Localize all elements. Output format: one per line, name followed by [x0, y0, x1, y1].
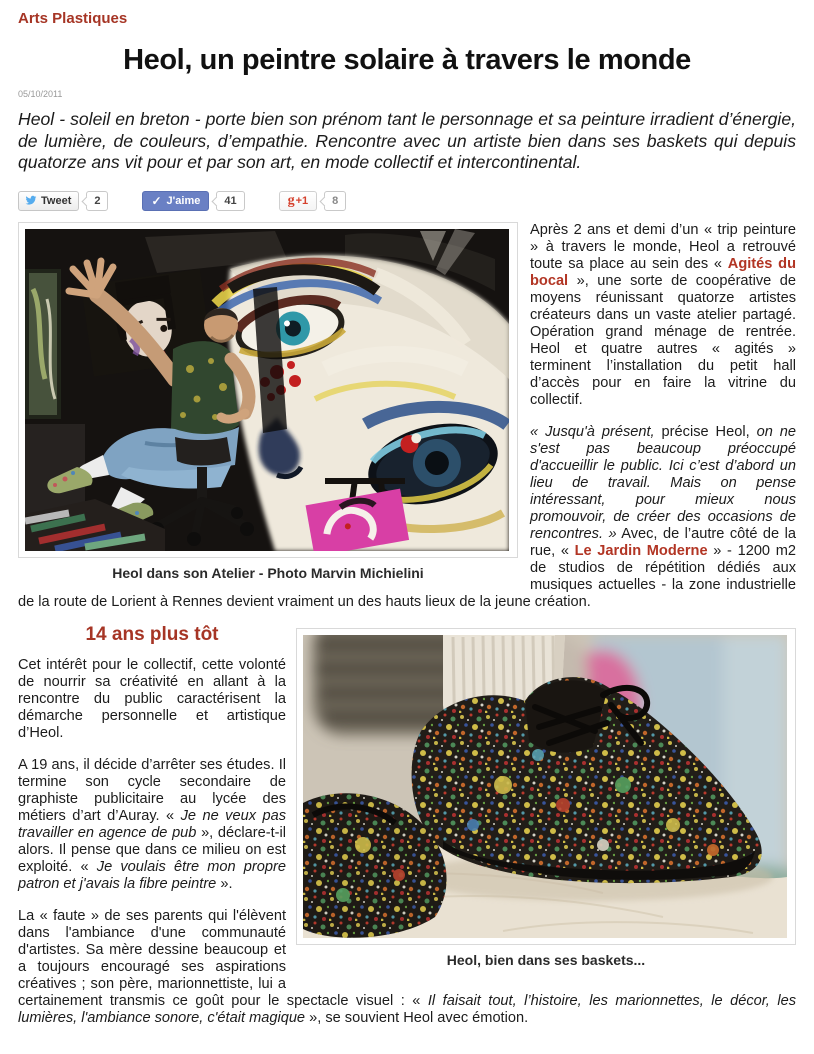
baskets-photo [296, 628, 796, 945]
gplus-button[interactable] [279, 191, 318, 211]
twitter-bird-icon [24, 194, 37, 207]
paragraph-text: précise Heol, [654, 423, 757, 440]
subheading-14-ans: 14 ans plus tôt [85, 623, 219, 645]
paragraph-text: » - 1200 m2 de studios de répétition dédiés aux musiques actuelles - la zone industrielle de la route de Lorient à Rennes devient vraiment un des hauts lieux de la jeune création. [18, 542, 796, 610]
link-agites-du-bocal[interactable]: Agités du bocal [530, 255, 796, 289]
quote-text: « Jusqu'à présent, [530, 423, 655, 440]
paragraph-text: », une sorte de coopérative de moyens réunissant quatorze artistes créateurs dans un vaste atelier partagé. Opération grand ménage de rentrée. Heol et quatre autres « agités » terminent l’installation du petit hall d’accès pour en faire la vitrine du collectif. [530, 272, 796, 408]
paragraph-text: ». [216, 875, 233, 892]
gplus-count: 8 [324, 191, 346, 211]
gplus-g-icon: g [287, 192, 295, 208]
atelier-figure [18, 222, 518, 582]
article-body [18, 222, 796, 1042]
tweet-count: 2 [86, 191, 108, 211]
like-count: 41 [216, 191, 244, 211]
baskets-caption: Heol, bien dans ses baskets... [446, 951, 646, 968]
page-title: Heol, un peintre solaire à travers le monde [123, 44, 691, 76]
paragraph-text: A 19 ans, il décide d’arrêter ses études. Il termine son cycle secondaire de graphiste publicitaire au lycée des métiers d’art d’Auray. « [18, 756, 286, 824]
tweet-button[interactable] [18, 191, 79, 211]
article-date: 05/10/2011 [18, 89, 63, 99]
quote-text: Je ne veux pas travailler en agence de pub [18, 807, 286, 841]
paragraph-text: Avec, de l’autre côté de la rue, « [530, 525, 796, 559]
tweet-label: Tweet [41, 194, 72, 207]
gplus-group [279, 191, 347, 211]
tweet-group [18, 191, 108, 211]
paragraph-text: La « faute » de ses parents qui l'élèvent dans l'ambiance d'une communauté d'artistes. Sa mère dessine beaucoup et a toujours encouragé ses aspirations créatives ; son père, marionnettiste, lui a certainement transmis ce goût pour le spectacle visuel : « [18, 907, 428, 1009]
like-group [142, 191, 244, 211]
gplus-label: +1 [295, 194, 309, 207]
atelier-photo [18, 222, 518, 558]
quote-text: Je voulais être mon propre patron et j'avais la fibre peintre [18, 858, 286, 892]
link-le-jardin-moderne[interactable]: Le Jardin Moderne [574, 542, 708, 559]
baskets-figure [296, 628, 796, 969]
atelier-caption: Heol dans son Atelier - Photo Marvin Michielini [112, 564, 424, 581]
paragraph-text: », se souvient Heol avec émotion. [305, 1009, 529, 1026]
social-buttons-row [18, 190, 796, 212]
paragraph-left-1: Cet intérêt pour le collectif, cette volonté de nourrir sa créativité en allant à la rencontre du public caractérisent la démarche personnelle et artistique d’Heol. [18, 656, 286, 741]
intro-paragraph: Heol - soleil en breton - porte bien son prénom tant le personnage et sa peinture irradient d’énergie, de lumière, de couleurs, d’empathie. Rencontre avec un artiste bien dans ses baskets qui depuis quatorze ans vit pour et par son art, en mode collectif et intercontinental. [18, 109, 796, 173]
check-icon: ✓ [151, 193, 162, 208]
category-link[interactable]: Arts Plastiques [18, 10, 128, 27]
quote-text: on ne s'est pas beaucoup préoccupé d'accueillir le public. Ici c’est d’abord un lieu de travail. Mais on pense intéressant, pour mieux nous promouvoir, de créer des occasions de rencontres. » [530, 423, 796, 542]
paragraph-text: Après 2 ans et demi d’un « trip peinture » à travers le monde, Heol a retrouvé toute sa place au sein des « [530, 221, 796, 272]
quote-text: Il faisait tout, l’histoire, les marionnettes, le décor, les lumières, l'ambiance sonore, c'était magique [18, 992, 796, 1026]
like-label: J'aime [166, 194, 201, 207]
paragraph-text: », déclare-t-il alors. Il pense que dans ce milieu on est exploité. « [18, 824, 287, 875]
like-button[interactable] [142, 191, 209, 211]
